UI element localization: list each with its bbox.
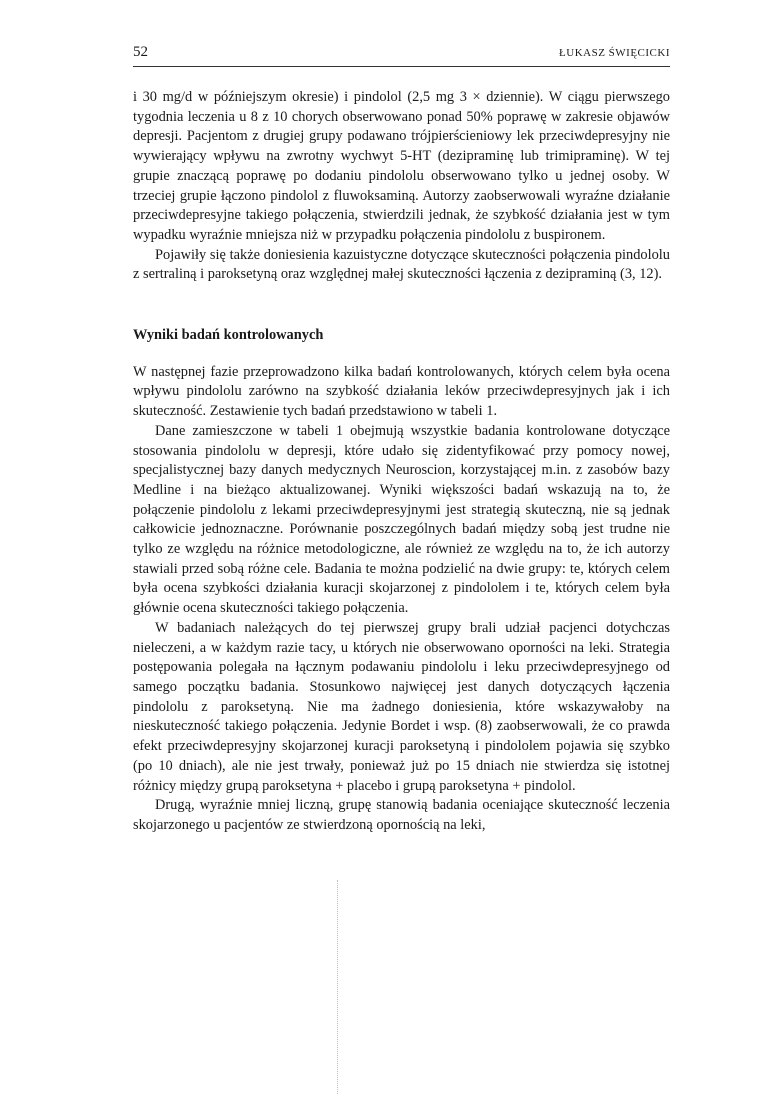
paragraph-second-group: Drugą, wyraźnie mniej liczną, grupę stanowią badania oceniające skuteczność leczenia skojarzonego u pacjentów ze stwierdzoną opornością na leki, <box>133 797 670 833</box>
scan-binding-line <box>337 880 338 1094</box>
running-head-author: ŁUKASZ ŚWIĘCICKI <box>559 47 670 59</box>
paragraph-first-group: W badaniach należących do tej pierwszej grupy brali udział pacjenci dotychczas nieleczeni, a w każdym razie tacy, u których nie obserwowano oporności na leki. Strategia postępowania polegała na łącznym podawaniu pindololu i leku przeciwdepresyjnego od samego początku badania. Stosunkowo najwięcej jest danych dotyczących łączenia pindololu z paroksetyną. Nie ma żadnego doniesienia, które wskazywałoby na nieskuteczność takiego połączenia. Jedynie Bordet i wsp. (8) zaobserwowali, że co prawda efekt przeciwdepresyjny skojarzonej kuracji paroksetyną i pindololem pojawia się szybko (po 10 dniach), ale nie jest trwały, ponieważ już po 15 dniach nie stwierdza się istotnej różnicy między grupą paroksetyna + placebo i grupą paroksetyna + pindolol. <box>133 619 670 794</box>
paragraph-table-data: Dane zamieszczone w tabeli 1 obejmują wszystkie badania kontrolowane dotyczące stosowania pindololu w depresji, które udało się zidentyfikować przy pomocy nowej, specjalistycznej bazy danych medycznych Neuroscion, korzystającej m.in. z zasobów bazy Medline i na bieżąco aktualizowanej. Wyniki większości badań wskazują na to, że połączenie pindololu z lekami przeciwdepresyjnymi jest strategią skuteczną, nie są jednak całkowicie jednoznaczne. Porównanie poszczególnych badań między sobą jest trudne nie tylko ze względu na różnice metodologiczne, ale również ze względu na to, że ich autorzy stawiali przed sobą różne cele. Badania te można podzielić na dwie grupy: te, których celem była ocena szybkości działania kuracji skojarzonej z pindololem i te, których celem była głównie ocena skuteczności takiego połączenia. <box>133 422 670 617</box>
page-number: 52 <box>133 44 148 60</box>
page-body <box>133 88 670 836</box>
header-rule <box>133 66 670 67</box>
page-header <box>133 44 670 64</box>
paragraph-continuation: i 30 mg/d w późniejszym okresie) i pindolol (2,5 mg 3 × dziennie). W ciągu pierwszego tygodnia leczenia u 8 z 10 chorych obserwowano ponad 50% poprawę w zakresie objawów depresji. Pacjentom z drugiej grupy podawano trójpierścieniowy lek przeciwdepresyjny nie wywierający wpływu na zwrotny wychwyt 5-HT (dezipraminę lub trimipraminę). W tej grupie znaczącą poprawę po dodaniu pindololu obserwowano tylko u jednej osoby. W trzeciej grupie łączono pindolol z fluwoksaminą. Autorzy zaobserwowali wyraźne działanie przeciwdepresyjne takiego połączenia, stwierdzili jednak, że szybkość działania jest w tym wypadku wyraźnie mniejsza niż w przypadku połączenia pindololu z buspironem. <box>133 89 670 243</box>
section-heading: Wyniki badań kontrolowanych <box>133 327 324 344</box>
paragraph-case-reports: Pojawiły się także doniesienia kazuistyczne dotyczące skuteczności połączenia pindololu z sertraliną i paroksetyną oraz względnej małej skuteczności łączenia z dezipraminą (3, 12). <box>133 246 670 283</box>
paragraph-controlled-studies-intro: W następnej fazie przeprowadzono kilka badań kontrolowanych, których celem była ocena wpływu pindololu zarówno na szybkość działania leków przeciwdepresyjnych jak i ich skuteczność. Zestawienie tych badań przedstawiono w tabeli 1. <box>133 363 670 420</box>
